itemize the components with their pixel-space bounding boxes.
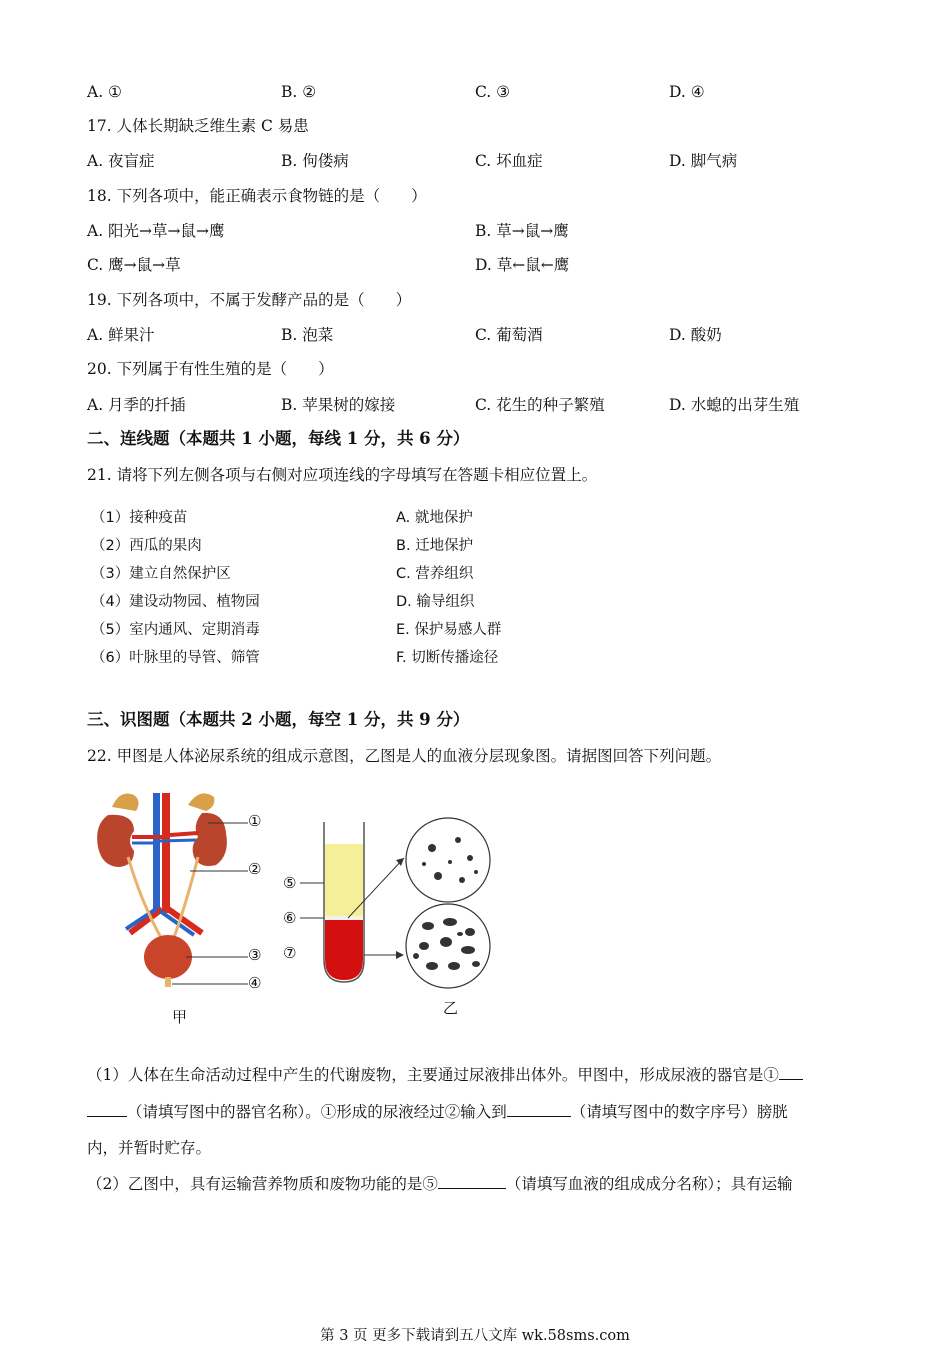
q22-part1-text2: （请填写图中的器官名称）。①形成的尿液经过②输入到 xyxy=(127,1103,507,1121)
q18-option-c: C. 鹰→鼠→草 xyxy=(87,256,181,274)
q22-part2-text2: （请填写血液的组成成分名称）；具有运输 xyxy=(505,1175,793,1193)
match-right-item: E. 保护易感人群 xyxy=(396,622,502,638)
blood-layer-figure xyxy=(300,810,500,1000)
match-left-item: （3）建立自然保护区 xyxy=(91,566,231,582)
match-right-item: B. 迁地保护 xyxy=(396,538,474,554)
match-right-item: C. 营养组织 xyxy=(396,566,474,582)
q19-option-d: D. 酸奶 xyxy=(669,326,722,344)
match-left-item: （2）西瓜的果肉 xyxy=(91,538,202,554)
match-left-item: （6）叶脉里的导管、筛管 xyxy=(91,650,260,666)
section-3-title: 三、识图题（本题共 2 小题，每空 1 分，共 9 分） xyxy=(87,710,470,729)
q17-option-c: C. 坏血症 xyxy=(475,152,543,170)
match-left-item: （1）接种疫苗 xyxy=(91,510,188,526)
figure-label-6: ⑥ xyxy=(283,909,297,927)
q19-option-b: B. 泡菜 xyxy=(281,326,334,344)
buffy-coat-layer xyxy=(325,916,363,920)
renal-artery-right xyxy=(170,833,198,835)
q22-part2-line1 xyxy=(87,1173,793,1194)
figure-label-2: ② xyxy=(248,860,262,878)
q20-stem: 20. 下列属于有性生殖的是（ ） xyxy=(87,360,334,378)
arrow-head-2 xyxy=(396,951,404,959)
q16-option-b: B. ② xyxy=(281,83,317,101)
page-footer: 第 3 页 更多下载请到五八文库 wk.58sms.com xyxy=(320,1328,630,1344)
match-left-item: （4）建设动物园、植物园 xyxy=(91,594,260,610)
plasma-layer xyxy=(325,844,363,918)
q17-option-b: B. 佝偻病 xyxy=(281,152,349,170)
q17-option-d: D. 脚气病 xyxy=(669,152,738,170)
q18-stem: 18. 下列各项中，能正确表示食物链的是（ ） xyxy=(87,187,427,205)
q19-stem: 19. 下列各项中，不属于发酵产品的是（ ） xyxy=(87,291,412,309)
match-right-item: F. 切断传播途径 xyxy=(396,650,499,666)
figure-label-1: ① xyxy=(248,812,262,830)
answer-blank-2[interactable] xyxy=(507,1101,571,1117)
q22-part2-text1: （2）乙图中，具有运输营养物质和废物功能的是⑤ xyxy=(87,1175,438,1193)
q17-option-a: A. 夜盲症 xyxy=(87,152,155,170)
urethra xyxy=(165,977,171,987)
q16-option-c: C. ③ xyxy=(475,83,511,101)
figure-label-4: ④ xyxy=(248,974,262,992)
red-cell-layer xyxy=(325,920,363,980)
q19-option-c: C. 葡萄酒 xyxy=(475,326,543,344)
q22-part1-line2 xyxy=(87,1101,788,1122)
left-adrenal-gland xyxy=(112,794,139,812)
q20-option-b: B. 苹果树的嫁接 xyxy=(281,396,396,414)
q16-option-a: A. ① xyxy=(87,83,122,101)
match-right-item: A. 就地保护 xyxy=(396,510,473,526)
q20-option-c: C. 花生的种子繁殖 xyxy=(475,396,605,414)
q22-part1-text1: （1）人体在生命活动过程中产生的代谢废物，主要通过尿液排出体外。甲图中，形成尿液的器官是① xyxy=(87,1066,779,1084)
q22-part1-line3: 内，并暂时贮存。 xyxy=(87,1139,212,1157)
right-adrenal-gland xyxy=(188,793,214,811)
q22-part1-line1 xyxy=(87,1064,803,1085)
match-left-item: （5）室内通风、定期消毒 xyxy=(91,622,260,638)
match-right-item: D. 输导组织 xyxy=(396,594,475,610)
answer-blank-3[interactable] xyxy=(438,1173,506,1189)
q17-stem: 17. 人体长期缺乏维生素 C 易患 xyxy=(87,117,309,135)
figure-label-3: ③ xyxy=(248,946,262,964)
figure-yi-caption: 乙 xyxy=(443,999,459,1017)
renal-vein-right xyxy=(160,840,196,841)
plasma-microscope-view xyxy=(406,818,490,902)
q18-option-a: A. 阳光→草→鼠→鹰 xyxy=(87,222,225,240)
q19-option-a: A. 鲜果汁 xyxy=(87,326,155,344)
figure-label-7: ⑦ xyxy=(283,944,297,962)
q16-option-d: D. ④ xyxy=(669,83,705,101)
q22-part1-text3: （请填写图中的数字序号）膀胱 xyxy=(570,1103,788,1121)
bladder xyxy=(144,935,192,979)
q18-option-b: B. 草→鼠→鹰 xyxy=(475,222,569,240)
q18-option-d: D. 草←鼠←鹰 xyxy=(475,256,570,274)
q20-option-d: D. 水螅的出芽生殖 xyxy=(669,396,800,414)
figure-jia-caption: 甲 xyxy=(172,1008,188,1026)
figure-label-5: ⑤ xyxy=(283,874,297,892)
section-2-title: 二、连线题（本题共 1 小题，每线 1 分，共 6 分） xyxy=(87,429,470,448)
q22-stem: 22. 甲图是人体泌尿系统的组成示意图，乙图是人的血液分层现象图。请据图回答下列问题。 xyxy=(87,747,722,765)
answer-blank-1b[interactable] xyxy=(87,1101,127,1117)
vena-cava xyxy=(153,793,160,913)
q21-stem: 21. 请将下列左侧各项与右侧对应项连线的字母填写在答题卡相应位置上。 xyxy=(87,466,598,484)
aorta xyxy=(162,793,170,913)
q20-option-a: A. 月季的扦插 xyxy=(87,396,186,414)
answer-blank-1a[interactable] xyxy=(779,1064,803,1080)
